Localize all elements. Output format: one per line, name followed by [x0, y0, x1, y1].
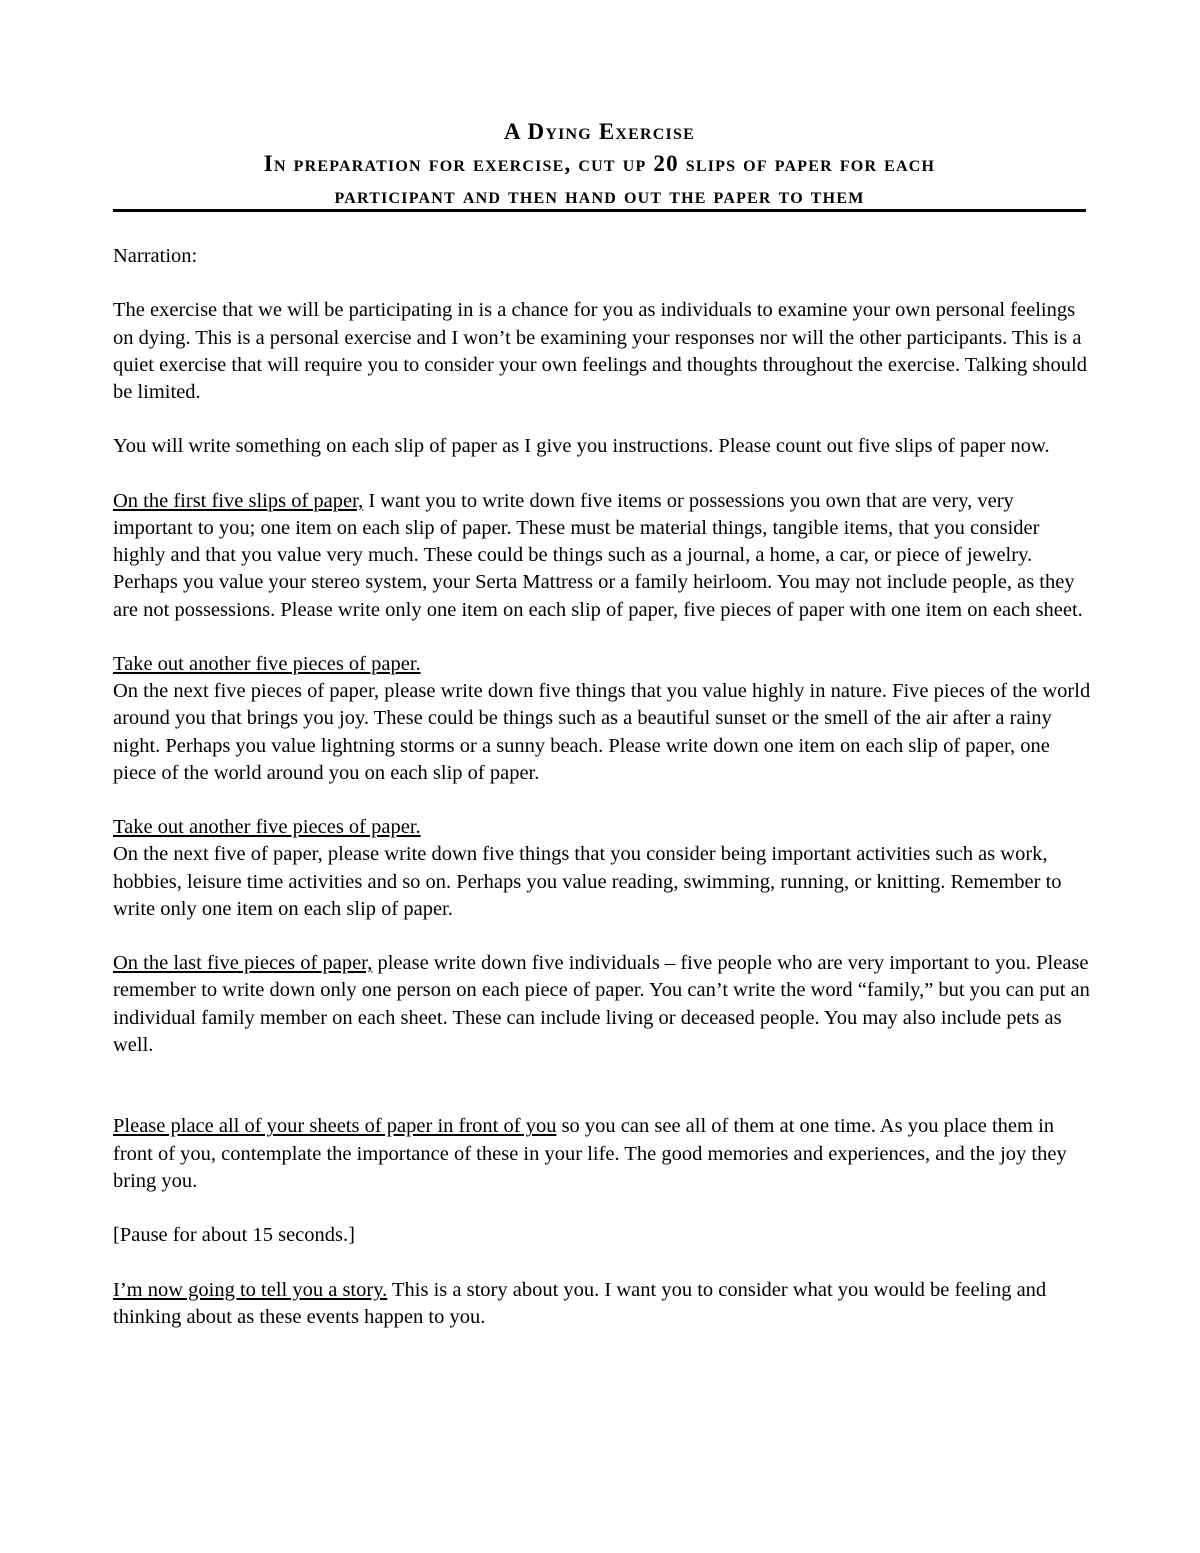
heading-story: I’m now going to tell you a story. — [113, 1278, 388, 1301]
heading-people: On the last five pieces of paper, — [113, 952, 373, 975]
paragraph-activities — [113, 814, 1093, 923]
heading-nature: Take out another five pieces of paper. — [113, 652, 421, 675]
paragraph-nature — [113, 651, 1093, 787]
title-line-2: In preparation for exercise, cut up 20 slips of paper for each — [263, 151, 936, 176]
text-nature: On the next five pieces of paper, please write down five things that you value highly in nature. Five pieces of the world around you that brings you joy. These could be things such as a beautiful sunset or the smell of the air after a rainy night. Perhaps you value lightning storms or a sunny beach. Please write down one item on each slip of paper, one piece of the world around you on each slip of paper. — [113, 680, 1091, 784]
text-activities: On the next five of paper, please write down five things that you consider being important activities such as work, hobbies, leisure time activities and so on. Perhaps you value reading, swimming, running, or knitting. Remember to write only one item on each slip of paper. — [113, 843, 1062, 920]
text-people: please write down five individuals – five people who are very important to you. Please remember to write down only one person on each piece of paper. You can’t write the word “family,” but you can put an individual family member on each sheet. These can include living or deceased people. You may also include pets as well. — [113, 952, 1090, 1056]
text-place-sheets: so you can see all of them at one time. As you place them in front of you, contemplate the importance of these in your life. The good memories and experiences, and the joy they bring you. — [113, 1115, 1067, 1192]
document-body — [113, 243, 1093, 1358]
title-line-3: participant and then hand out the paper to them — [334, 183, 865, 208]
title-divider — [113, 209, 1086, 212]
paragraph-pause: [Pause for about 15 seconds.] — [113, 1224, 355, 1247]
paragraph-people — [113, 950, 1093, 1059]
paragraph-intro: The exercise that we will be participating in is a chance for you as individuals to examine your own personal feelings on dying. This is a personal exercise and I won’t be examining your responses nor will the other participants. This is a quiet exercise that will require you to consider your own feelings and thoughts throughout the exercise. Talking should be limited. — [113, 299, 1087, 403]
title-line-1: A Dying Exercise — [504, 119, 695, 144]
narration-label: Narration: — [113, 245, 198, 267]
text-story: This is a story about you. I want you to consider what you would be feeling and thinking about as these events happen to you. — [113, 1278, 1047, 1328]
document-title — [113, 116, 1086, 212]
heading-activities: Take out another five pieces of paper. — [113, 816, 421, 839]
heading-place-sheets: Please place all of your sheets of paper in front of you — [113, 1115, 557, 1138]
heading-possessions: On the first five slips of paper, — [113, 489, 364, 512]
paragraph-count-slips: You will write something on each slip of paper as I give you instructions. Please count out five slips of paper now. — [113, 435, 1050, 458]
text-possessions: I want you to write down five items or possessions you own that are very, very important to you; one item on each slip of paper. These must be material things, tangible items, that you consider highly and that you value very much. These could be things such as a journal, a home, a car, or piece of jewelry. Perhaps you value your stereo system, your Serta Mattress or a family heirloom. You may not include people, as they are not possessions. Please write only one item on each slip of paper, five pieces of paper with one item on each sheet. — [113, 489, 1083, 621]
paragraph-story — [113, 1277, 1093, 1331]
paragraph-possessions — [113, 488, 1093, 624]
paragraph-place-sheets — [113, 1113, 1093, 1195]
